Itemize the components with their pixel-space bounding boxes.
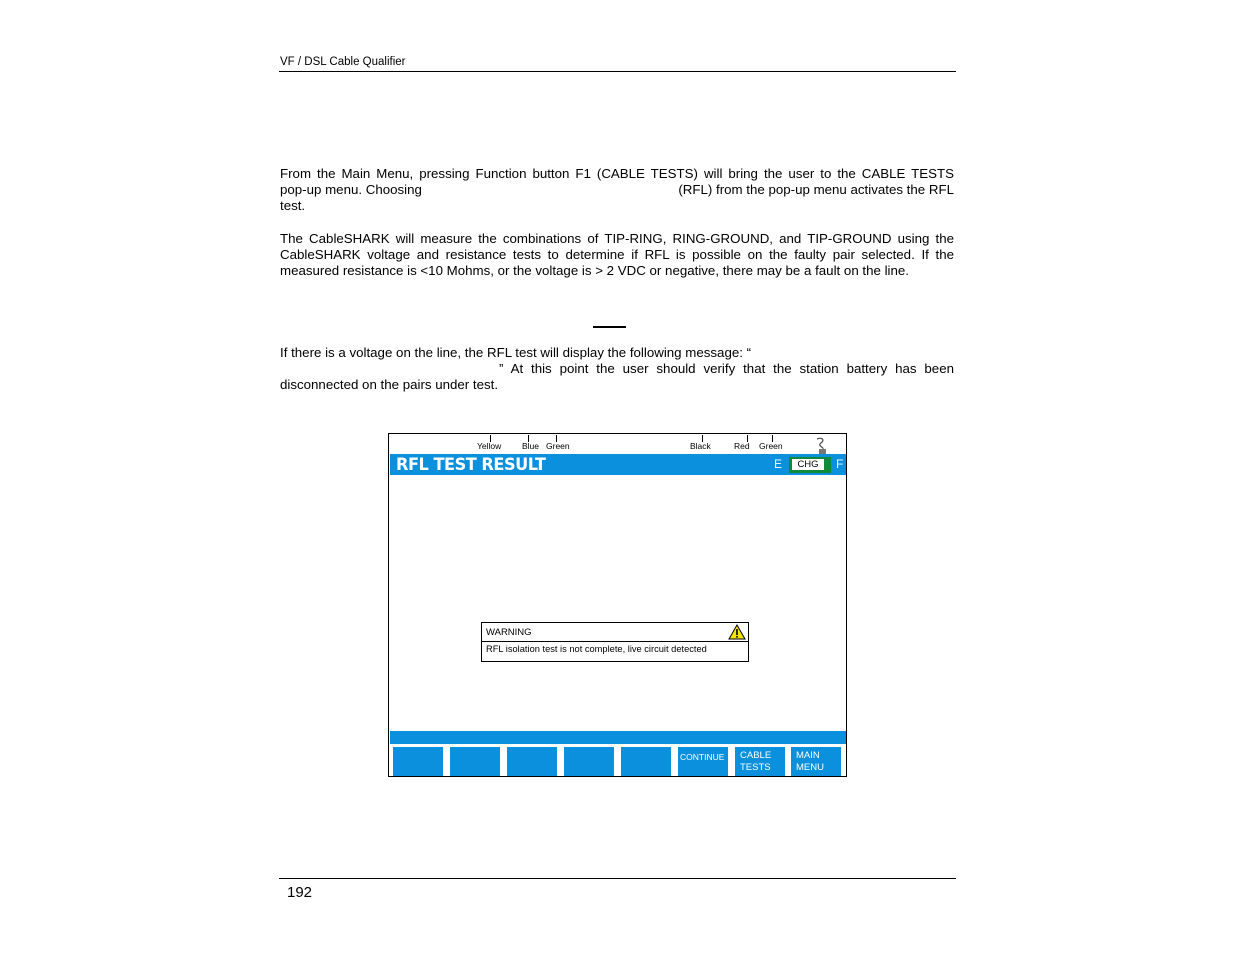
battery-full-label: F (836, 457, 844, 471)
lead-label-yellow: Yellow (477, 441, 502, 451)
continue-button[interactable] (678, 747, 728, 776)
cable-tests-button[interactable] (735, 747, 785, 776)
continue-button-label: CONTINUE (680, 752, 725, 762)
main-menu-button-label: MAIN MENU (796, 750, 824, 773)
function-key-row (389, 744, 846, 776)
cable-tests-button-label: CABLE TESTS (740, 750, 772, 773)
lead-label-black: Black (690, 441, 711, 451)
device-screen (388, 433, 847, 777)
paragraph-voltage (280, 345, 954, 394)
lead-label-blue: Blue (522, 441, 540, 451)
lead-label-red: Red (734, 441, 750, 451)
lead-label-green: Green (546, 441, 570, 451)
function-key-f2[interactable] (450, 747, 500, 776)
paragraph-intro-line-2b: (RFL) from the pop-up menu activates the RFL (678, 182, 954, 198)
paragraph-voltage-line-1: If there is a voltage on the line, the RFL test will display the following message: “ (280, 345, 752, 360)
paragraph-intro-line-3: test. (280, 198, 306, 214)
warning-dialog (481, 622, 749, 662)
paragraph-intro-line-2a: pop-up menu. Choosing (280, 182, 422, 198)
battery-status: CHG (792, 459, 824, 470)
document-header-title: VF / DSL Cable Qualifier (280, 56, 406, 68)
paragraph-voltage-line-3: disconnected on the pairs under test. (280, 377, 499, 393)
warning-triangle-icon (728, 624, 746, 645)
lead-label-green-2: Green (759, 441, 783, 451)
function-key-f1[interactable] (393, 747, 443, 776)
underline-mark (593, 326, 626, 328)
main-menu-button[interactable] (791, 747, 841, 776)
footer-rule (279, 878, 956, 879)
battery-empty-label: E (774, 457, 783, 471)
paragraph-intro-line-2 (280, 182, 954, 198)
paragraph-measure: The CableSHARK will measure the combinations of TIP-RING, RING-GROUND, and TIP-GROUND using the CableSHARK voltage and resistance tests to determine if RFL is possible on the faulty pair selected. If the measured resistance is <10 Mohms, or the voltage is > 2 VDC or negative, there may be a fault on the line. (280, 231, 954, 279)
warning-title: WARNING (486, 627, 532, 638)
screen-title-bar (390, 454, 846, 475)
function-key-f5[interactable] (621, 747, 671, 776)
paragraph-intro (280, 166, 954, 215)
warning-header (482, 623, 748, 642)
header-rule (279, 71, 956, 72)
paragraph-intro-line-1: From the Main Menu, pressing Function button F1 (CABLE TESTS) will bring the user to the CABLE TESTS (280, 166, 954, 181)
status-bar (390, 731, 846, 744)
paragraph-voltage-line-2: ” At this point the user should verify that the station battery has been (499, 361, 954, 377)
function-key-f3[interactable] (507, 747, 557, 776)
screen-title: RFL TEST RESULT (396, 455, 546, 475)
warning-message: RFL isolation test is not complete, live circuit detected (486, 644, 707, 654)
function-key-f4[interactable] (564, 747, 614, 776)
battery-indicator (789, 457, 831, 473)
page-number: 192 (287, 884, 313, 901)
